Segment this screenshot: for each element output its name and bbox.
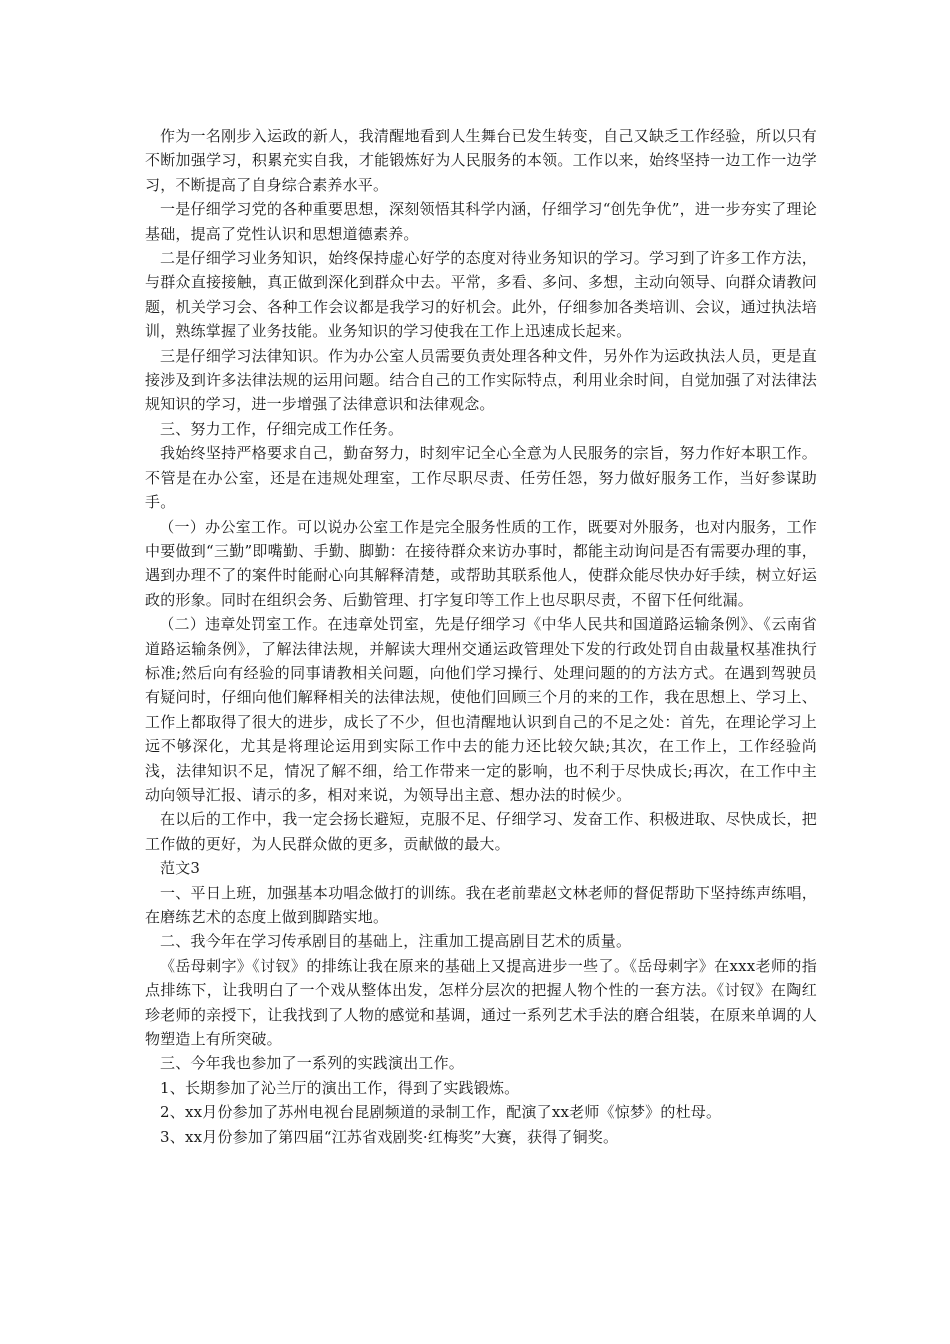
paragraph-rehearsal: 《岳母刺字》《讨钗》的排练让我在原来的基础上又提高进步一些了。《岳母刺字》在xxx老师的指点排练下，让我明白了一个戏从整体出发，怎样分层次的把握人物个性的一套方法。《讨钗》在陶红珍老师的亲授下，让我找到了人物的感觉和基调，通过一系列艺术手法的磨合组装，在原来单调的人物塑造上有所突破。 bbox=[145, 956, 817, 1049]
list-item-2: 2、xx月份参加了苏州电视台昆剧频道的录制工作，配演了xx老师《惊梦》的杜母。 bbox=[160, 1103, 722, 1122]
paragraph-study-party: 一是仔细学习党的各种重要思想，深刻领悟其科学内涵，仔细学习“创先争优”，进一步夯实了理论基础，提高了党性认识和思想道德素养。 bbox=[145, 200, 817, 243]
paragraph-office-work: （一）办公室工作。可以说办公室工作是完全服务性质的工作，既要对外服务，也对内服务，工作中要做到“三勤”即嘴勤、手勤、脚勤：在接待群众来访办事时，都能主动询问是否有需要办理的事，遇到办理不了的案件时能耐心向其解释清楚，或帮助其联系他人，使群众能尽快办好手续，树立好运政的形象。同时在组织会务、后勤管理、打字复印等工作上也尽职尽责，不留下任何纰漏。 bbox=[145, 517, 817, 609]
paragraph-intro: 作为一名刚步入运政的新人，我清醒地看到人生舞台已发生转变，自己又缺乏工作经验，所以只有不断加强学习，积累充实自我，才能锻炼好为人民服务的本领。工作以来，始终坚持一边工作一边学习，不断提高了自身综合素养水平。 bbox=[145, 127, 817, 194]
paragraph-strict: 我始终坚持严格要求自己，勤奋努力，时刻牢记全心全意为人民服务的宗旨，努力作好本职工作。不管是在办公室，还是在违规处理室，工作尽职尽责、任劳任怨，努力做好服务工作，当好参谋助手。 bbox=[145, 444, 817, 512]
paragraph-repertoire: 二、我今年在学习传承剧目的基础上，注重加工提高剧目艺术的质量。 bbox=[160, 932, 632, 951]
document-body bbox=[145, 124, 817, 1149]
paragraph-basic-training: 一、平日上班，加强基本功唱念做打的训练。我在老前辈赵文林老师的督促帮助下坚持练声练唱，在磨练艺术的态度上做到脚踏实地。 bbox=[145, 883, 817, 926]
section-heading-work: 三、努力工作，仔细完成工作任务。 bbox=[160, 419, 404, 438]
paragraph-future: 在以后的工作中，我一定会扬长避短，克服不足、仔细学习、发奋工作、积极进取、尽快成长，把工作做的更好，为人民群众做的更多，贡献做的最大。 bbox=[145, 810, 817, 853]
paragraph-study-law: 三是仔细学习法律知识。作为办公室人员需要负责处理各种文件，另外作为运政执法人员，更是直接涉及到许多法律法规的运用问题。结合自己的工作实际特点，利用业余时间，自觉加强了对法律法规知识的学习，进一步增强了法律意识和法律观念。 bbox=[145, 346, 817, 414]
paragraph-penalty-work: （二）违章处罚室工作。在违章处罚室，先是仔细学习《中华人民共和国道路运输条例》、《云南省道路运输条例》，了解法律法规，并解读大理州交通运政管理处下发的行政处罚自由裁量权基准执行标准;然后向有经验的同事请教相关问题，向他们学习操行、处理问题的的方法方式。在遇到驾驶员有疑问时，仔细向他们解释相关的法律法规，使他们回顾三个月的来的工作，我在思想上、学习上、工作上都取得了很大的进步，成长了不少，但也清醒地认识到自己的不足之处：首先，在理论学习上远不够深化，尤其是将理论运用到实际工作中去的能力还比较欠缺;其次，在工作上，工作经验尚浅，法律知识不足，情况了解不细，给工作带来一定的影响，也不利于尽快成长;再次，在工作中主动向领导汇报、请示的多，相对来说，为领导出主意、想办法的时候少。 bbox=[145, 615, 817, 804]
paragraph-performance: 三、今年我也参加了一系列的实践演出工作。 bbox=[160, 1054, 465, 1073]
section-heading-sample3: 范文3 bbox=[160, 859, 201, 878]
paragraph-study-business: 二是仔细学习业务知识，始终保持虚心好学的态度对待业务知识的学习。学习到了许多工作方法，与群众直接接触，真正做到深化到群众中去。平常，多看、多问、多想，主动向领导、向群众请教问题，机关学习会、各种工作会议都是我学习的好机会。此外，仔细参加各类培训、会议，通过执法培训，熟练掌握了业务技能。业务知识的学习使我在工作上迅速成长起来。 bbox=[145, 249, 817, 341]
list-item-1: 1、长期参加了沁兰厅的演出工作，得到了实践锻炼。 bbox=[160, 1078, 520, 1097]
list-item-3: 3、xx月份参加了第四届“江苏省戏剧奖·红梅奖”大赛，获得了铜奖。 bbox=[160, 1127, 619, 1146]
